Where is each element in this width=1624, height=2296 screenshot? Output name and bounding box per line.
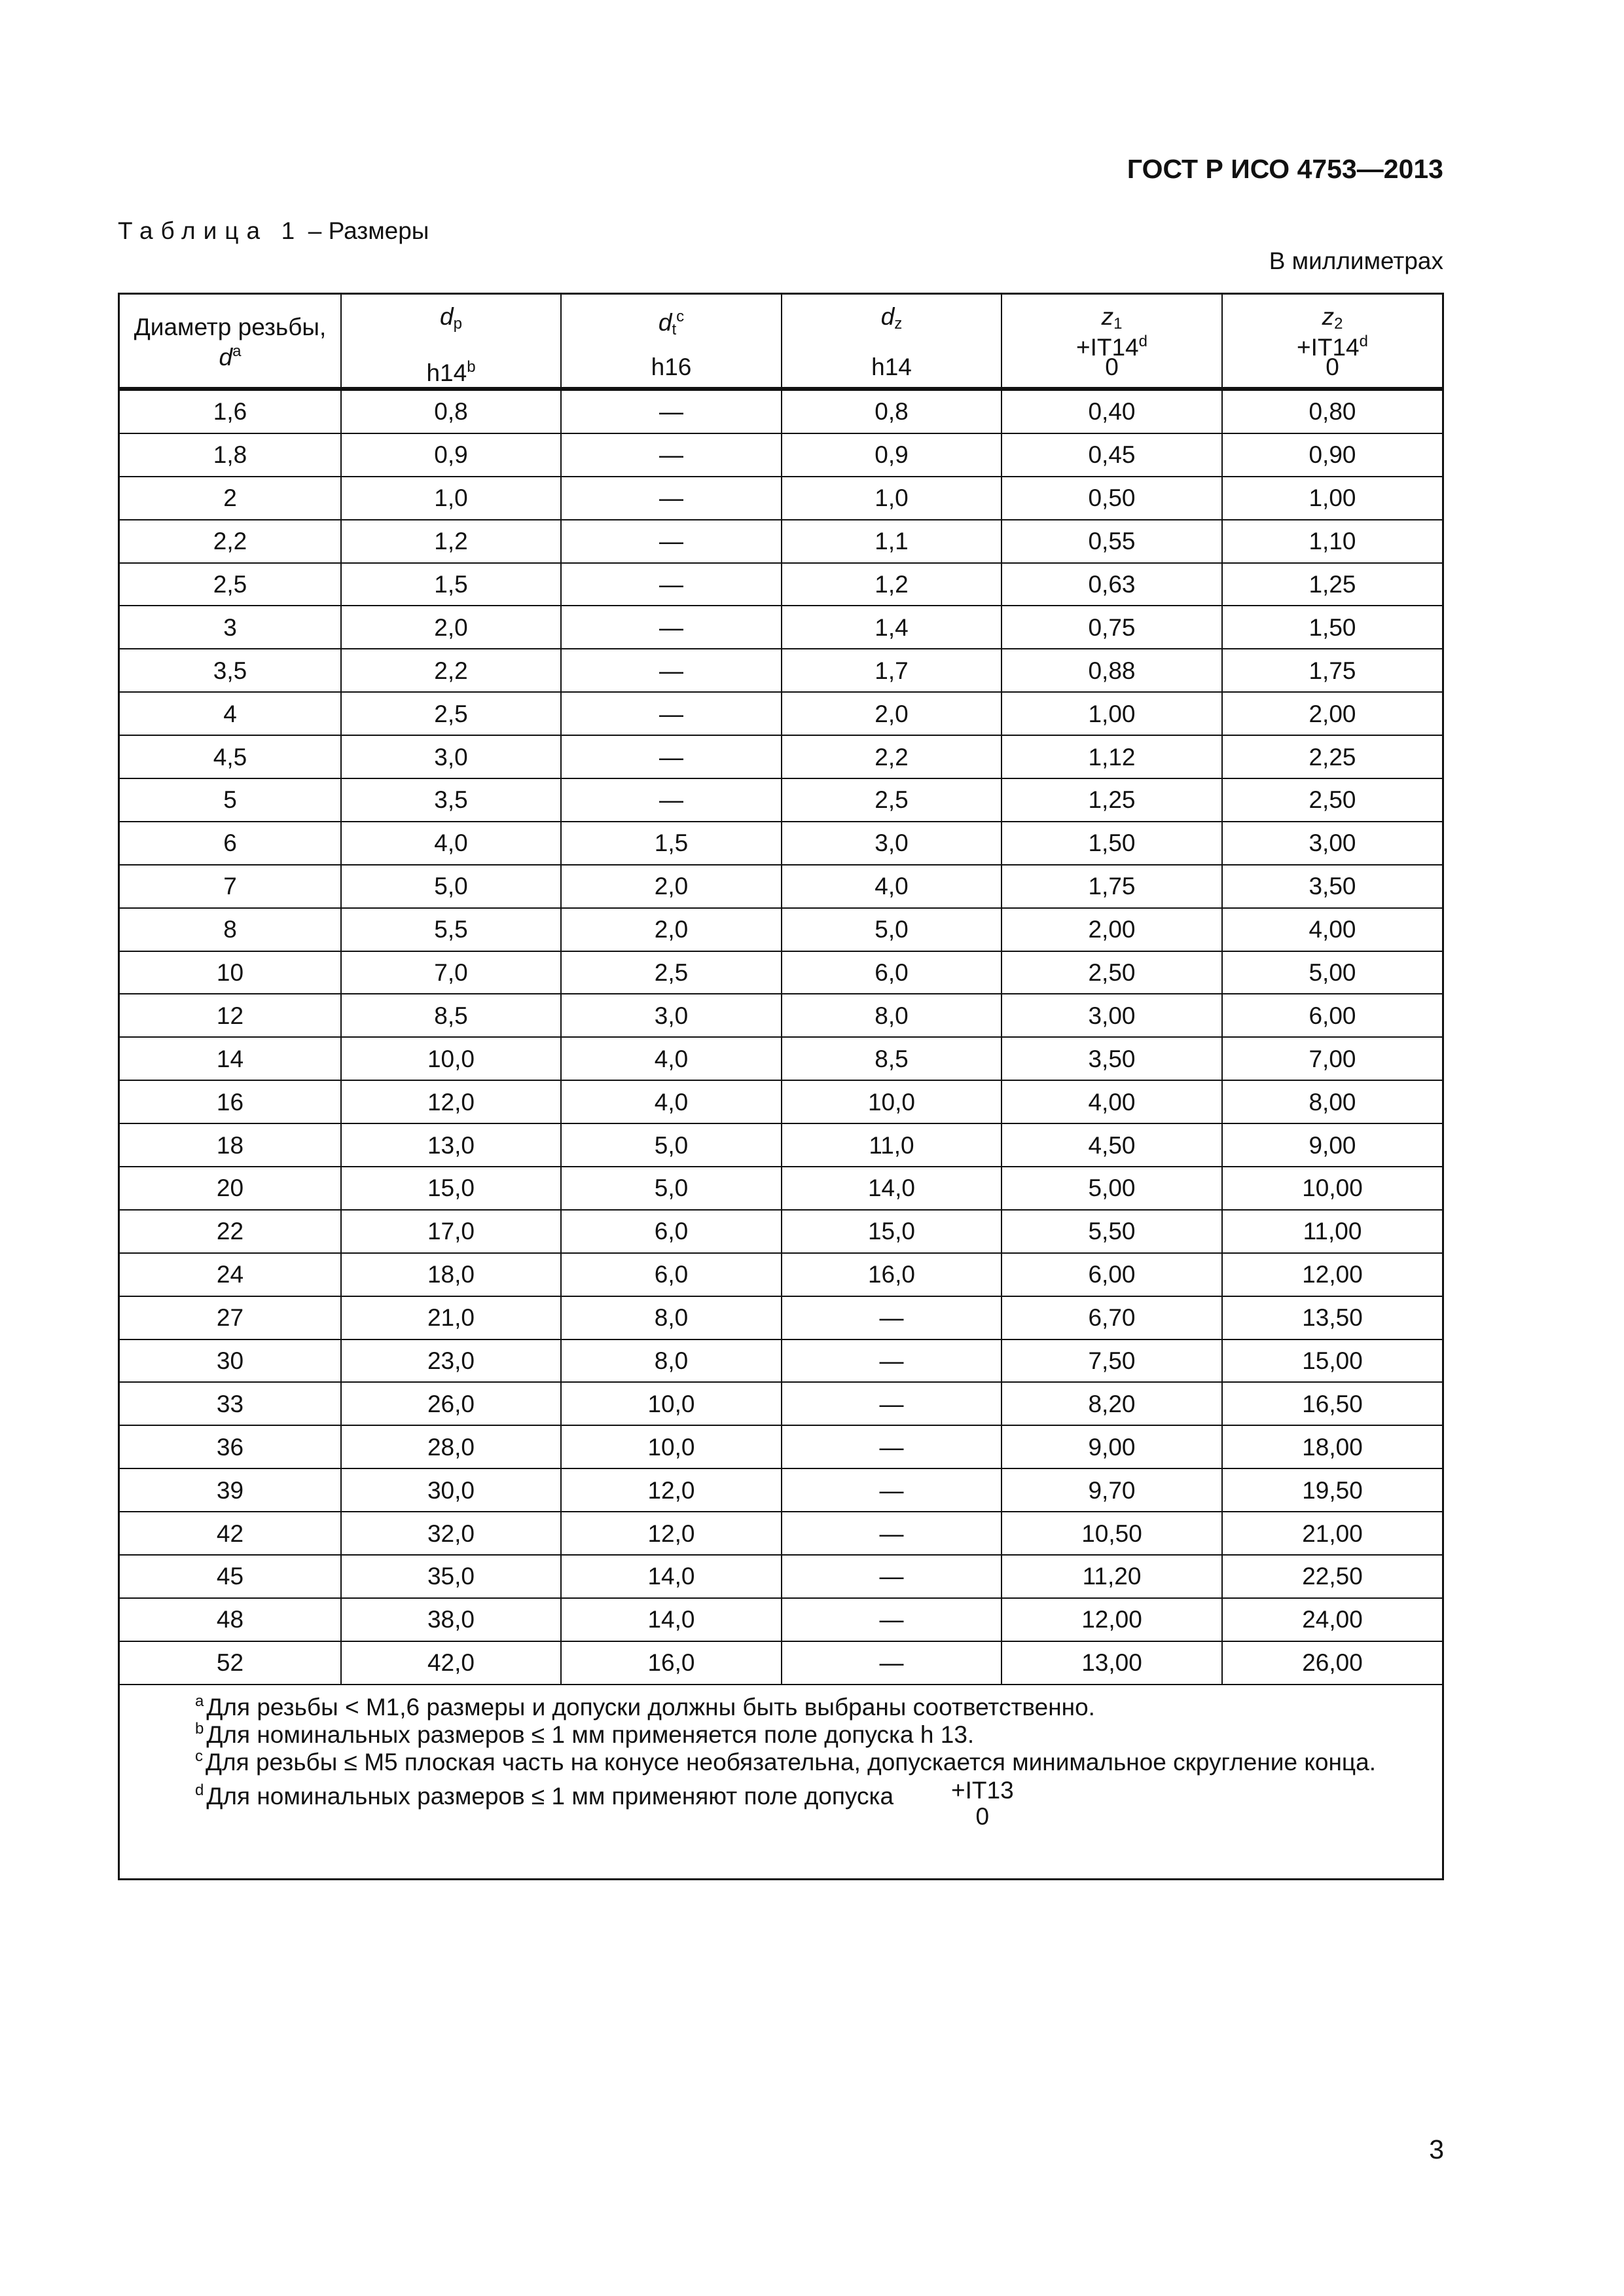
cell-z1: 6,70 <box>1001 1296 1222 1339</box>
cell-thread-diameter: 2,2 <box>120 520 341 563</box>
cell-dz: 8,0 <box>782 994 1001 1037</box>
cell-dt: 5,0 <box>561 1167 782 1210</box>
symbol-d: d <box>880 303 895 330</box>
cell-dp: 0,8 <box>341 389 561 433</box>
cell-z1: 0,63 <box>1001 563 1222 606</box>
cell-z2: 0,80 <box>1222 389 1442 433</box>
cell-thread-diameter: 42 <box>120 1512 341 1555</box>
table-row <box>120 563 1442 606</box>
cell-z1: 8,20 <box>1001 1382 1222 1425</box>
cell-z2: 5,00 <box>1222 951 1442 994</box>
footnote-mark: d <box>195 1781 204 1799</box>
cell-z1: 0,55 <box>1001 520 1222 563</box>
cell-z1: 10,50 <box>1001 1512 1222 1555</box>
cell-z2: 2,25 <box>1222 735 1442 778</box>
table-row <box>120 433 1442 477</box>
symbol-d: d <box>219 344 233 371</box>
table-row <box>120 1425 1442 1468</box>
cell-z1: 9,00 <box>1001 1425 1222 1468</box>
table-row <box>120 1080 1442 1123</box>
footnote-mark: a <box>195 1692 204 1710</box>
cell-z2: 21,00 <box>1222 1512 1442 1555</box>
cell-dp: 3,5 <box>341 778 561 822</box>
table-row <box>120 1123 1442 1167</box>
cell-dt: — <box>561 606 782 649</box>
footnote-text: Для резьбы ≤ М5 плоская часть на конусе необязательна, допускается минимальное скругление конца. <box>206 1749 1376 1776</box>
cell-thread-diameter: 6 <box>120 822 341 865</box>
footnote-mark-c: c <box>676 308 685 325</box>
cell-dt: 14,0 <box>561 1555 782 1598</box>
cell-thread-diameter: 33 <box>120 1382 341 1425</box>
cell-z1: 11,20 <box>1001 1555 1222 1598</box>
table-row <box>120 994 1442 1037</box>
cell-dp: 2,5 <box>341 692 561 735</box>
cell-dp: 2,2 <box>341 649 561 692</box>
footnote-text: Для номинальных размеров ≤ 1 мм применяется поле допуска h 13. <box>206 1721 975 1748</box>
cell-thread-diameter: 14 <box>120 1037 341 1080</box>
header-dt <box>561 295 782 389</box>
table-body <box>120 389 1442 1685</box>
cell-dt: — <box>561 692 782 735</box>
cell-z2: 7,00 <box>1222 1037 1442 1080</box>
footnote-c <box>195 1743 1376 1776</box>
cell-thread-diameter: 4,5 <box>120 735 341 778</box>
cell-dt: 8,0 <box>561 1296 782 1339</box>
cell-dz: 4,0 <box>782 865 1001 908</box>
cell-dz: 15,0 <box>782 1210 1001 1253</box>
subscript-t: t <box>672 321 677 338</box>
tolerance-lower: 0 <box>1326 354 1339 380</box>
cell-z1: 6,00 <box>1001 1253 1222 1296</box>
cell-thread-diameter: 4 <box>120 692 341 735</box>
cell-thread-diameter: 52 <box>120 1641 341 1685</box>
cell-dt: 1,5 <box>561 822 782 865</box>
table-row <box>120 1512 1442 1555</box>
cell-z2: 3,50 <box>1222 865 1442 908</box>
cell-z1: 4,50 <box>1001 1123 1222 1167</box>
table-row <box>120 1210 1442 1253</box>
table-row <box>120 1555 1442 1598</box>
cell-dz: 0,9 <box>782 433 1001 477</box>
table-row <box>120 1468 1442 1512</box>
cell-z2: 2,00 <box>1222 692 1442 735</box>
cell-dz: 16,0 <box>782 1253 1001 1296</box>
cell-dp: 17,0 <box>341 1210 561 1253</box>
cell-z2: 0,90 <box>1222 433 1442 477</box>
footnote-mark-d: d <box>1359 333 1368 350</box>
tolerance-upper: +IT13 <box>951 1777 1014 1804</box>
cell-dt: 12,0 <box>561 1512 782 1555</box>
cell-dp: 21,0 <box>341 1296 561 1339</box>
cell-thread-diameter: 48 <box>120 1598 341 1641</box>
cell-dp: 7,0 <box>341 951 561 994</box>
cell-dt: — <box>561 649 782 692</box>
table-row <box>120 822 1442 865</box>
cell-dp: 1,0 <box>341 477 561 520</box>
table-row <box>120 389 1442 433</box>
table-row <box>120 1382 1442 1425</box>
cell-z1: 1,25 <box>1001 778 1222 822</box>
cell-z1: 5,00 <box>1001 1167 1222 1210</box>
cell-z1: 1,00 <box>1001 692 1222 735</box>
cell-dt: — <box>561 477 782 520</box>
cell-z2: 18,00 <box>1222 1425 1442 1468</box>
caption-number: 1 <box>281 217 295 244</box>
cell-z1: 13,00 <box>1001 1641 1222 1685</box>
caption-word: Таблица <box>118 217 268 244</box>
cell-dt: — <box>561 520 782 563</box>
header-dp <box>341 295 561 389</box>
cell-z1: 0,40 <box>1001 389 1222 433</box>
footnote-text: Для номинальных размеров ≤ 1 мм применяют поле допуска <box>206 1783 894 1810</box>
cell-dz: — <box>782 1512 1001 1555</box>
footnote-mark-b: b <box>467 358 476 376</box>
cell-z2: 1,50 <box>1222 606 1442 649</box>
cell-z2: 26,00 <box>1222 1641 1442 1685</box>
cell-z1: 2,50 <box>1001 951 1222 994</box>
cell-dt: 14,0 <box>561 1598 782 1641</box>
table-row <box>120 908 1442 951</box>
cell-dt: — <box>561 389 782 433</box>
cell-dt: 10,0 <box>561 1425 782 1468</box>
cell-dp: 10,0 <box>341 1037 561 1080</box>
cell-dp: 13,0 <box>341 1123 561 1167</box>
cell-z1: 0,45 <box>1001 433 1222 477</box>
document-header: ГОСТ Р ИСО 4753—2013 <box>1127 154 1443 184</box>
table-row <box>120 1253 1442 1296</box>
symbol-d: d <box>440 303 454 330</box>
table-row <box>120 649 1442 692</box>
cell-z1: 0,75 <box>1001 606 1222 649</box>
cell-dz: 1,7 <box>782 649 1001 692</box>
cell-z1: 12,00 <box>1001 1598 1222 1641</box>
table-row <box>120 865 1442 908</box>
cell-dz: — <box>782 1425 1001 1468</box>
dimensions-table <box>120 295 1442 1685</box>
footnote-mark-d: d <box>1138 333 1147 350</box>
cell-z1: 1,75 <box>1001 865 1222 908</box>
cell-thread-diameter: 27 <box>120 1296 341 1339</box>
cell-dp: 4,0 <box>341 822 561 865</box>
cell-dp: 26,0 <box>341 1382 561 1425</box>
cell-dp: 12,0 <box>341 1080 561 1123</box>
cell-dt: 2,0 <box>561 908 782 951</box>
cell-thread-diameter: 2,5 <box>120 563 341 606</box>
cell-dz: 1,2 <box>782 563 1001 606</box>
cell-z2: 15,00 <box>1222 1339 1442 1383</box>
cell-dt: 8,0 <box>561 1339 782 1383</box>
cell-z1: 5,50 <box>1001 1210 1222 1253</box>
tolerance-lower: 0 <box>975 1803 990 1830</box>
cell-thread-diameter: 22 <box>120 1210 341 1253</box>
tolerance-lower: 0 <box>1105 354 1119 380</box>
cell-dt: 4,0 <box>561 1037 782 1080</box>
footnote-d-tolerance <box>951 1777 1014 1830</box>
cell-z1: 0,88 <box>1001 649 1222 692</box>
cell-dp: 42,0 <box>341 1641 561 1685</box>
caption-title: – Размеры <box>308 217 429 244</box>
subscript-z: z <box>894 315 903 333</box>
cell-z2: 10,00 <box>1222 1167 1442 1210</box>
cell-z2: 9,00 <box>1222 1123 1442 1167</box>
cell-dz: 2,2 <box>782 735 1001 778</box>
cell-dz: 3,0 <box>782 822 1001 865</box>
table-row <box>120 1598 1442 1641</box>
cell-z2: 22,50 <box>1222 1555 1442 1598</box>
cell-dt: 10,0 <box>561 1382 782 1425</box>
cell-dt: — <box>561 778 782 822</box>
cell-z1: 4,00 <box>1001 1080 1222 1123</box>
cell-dt: 6,0 <box>561 1253 782 1296</box>
subscript-p: p <box>453 315 462 333</box>
cell-thread-diameter: 10 <box>120 951 341 994</box>
cell-dz: — <box>782 1641 1001 1685</box>
cell-dz: 14,0 <box>782 1167 1001 1210</box>
cell-dt: 12,0 <box>561 1468 782 1512</box>
cell-thread-diameter: 16 <box>120 1080 341 1123</box>
table-row <box>120 606 1442 649</box>
tolerance-h14: h14 <box>871 354 912 380</box>
cell-dt: 2,5 <box>561 951 782 994</box>
table-row <box>120 951 1442 994</box>
cell-thread-diameter: 18 <box>120 1123 341 1167</box>
cell-z2: 24,00 <box>1222 1598 1442 1641</box>
cell-z2: 2,50 <box>1222 778 1442 822</box>
cell-z2: 6,00 <box>1222 994 1442 1037</box>
cell-thread-diameter: 20 <box>120 1167 341 1210</box>
cell-dt: 4,0 <box>561 1080 782 1123</box>
cell-dt: — <box>561 433 782 477</box>
cell-dp: 1,2 <box>341 520 561 563</box>
cell-dz: 1,1 <box>782 520 1001 563</box>
cell-thread-diameter: 24 <box>120 1253 341 1296</box>
footnote-mark: b <box>195 1720 204 1738</box>
cell-z1: 3,50 <box>1001 1037 1222 1080</box>
header-thread-diameter-label: Диаметр резьбы, <box>134 314 327 340</box>
table-row <box>120 692 1442 735</box>
footnote-mark-a: a <box>232 342 242 360</box>
cell-dp: 1,5 <box>341 563 561 606</box>
cell-dz: 0,8 <box>782 389 1001 433</box>
cell-dt: — <box>561 563 782 606</box>
cell-dt: 5,0 <box>561 1123 782 1167</box>
cell-dt: 16,0 <box>561 1641 782 1685</box>
table-header-row <box>120 295 1442 389</box>
cell-thread-diameter: 1,6 <box>120 389 341 433</box>
cell-z2: 1,00 <box>1222 477 1442 520</box>
table-caption <box>118 217 429 245</box>
cell-z1: 9,70 <box>1001 1468 1222 1512</box>
page-number: 3 <box>1429 2134 1444 2164</box>
cell-dt: 6,0 <box>561 1210 782 1253</box>
table-row <box>120 778 1442 822</box>
cell-dz: 11,0 <box>782 1123 1001 1167</box>
cell-dp: 2,0 <box>341 606 561 649</box>
cell-thread-diameter: 1,8 <box>120 433 341 477</box>
cell-z2: 1,75 <box>1222 649 1442 692</box>
cell-dz: 10,0 <box>782 1080 1001 1123</box>
cell-z2: 8,00 <box>1222 1080 1442 1123</box>
cell-z2: 16,50 <box>1222 1382 1442 1425</box>
cell-dz: 1,0 <box>782 477 1001 520</box>
cell-dp: 32,0 <box>341 1512 561 1555</box>
cell-dz: — <box>782 1468 1001 1512</box>
table-row <box>120 520 1442 563</box>
cell-z1: 1,50 <box>1001 822 1222 865</box>
cell-dp: 0,9 <box>341 433 561 477</box>
table-frame <box>118 293 1444 1880</box>
table-row <box>120 1641 1442 1685</box>
symbol-z: z <box>1322 303 1335 330</box>
cell-thread-diameter: 12 <box>120 994 341 1037</box>
cell-dz: — <box>782 1382 1001 1425</box>
footnote-mark: c <box>195 1747 203 1765</box>
cell-dz: 8,5 <box>782 1037 1001 1080</box>
cell-z1: 3,00 <box>1001 994 1222 1037</box>
cell-dp: 23,0 <box>341 1339 561 1383</box>
cell-z2: 12,00 <box>1222 1253 1442 1296</box>
subscript-1: 1 <box>1113 315 1123 333</box>
table-row <box>120 1037 1442 1080</box>
cell-dp: 30,0 <box>341 1468 561 1512</box>
table-row <box>120 477 1442 520</box>
cell-thread-diameter: 30 <box>120 1339 341 1383</box>
cell-thread-diameter: 8 <box>120 908 341 951</box>
cell-dp: 5,5 <box>341 908 561 951</box>
cell-thread-diameter: 5 <box>120 778 341 822</box>
cell-dp: 18,0 <box>341 1253 561 1296</box>
cell-z2: 1,25 <box>1222 563 1442 606</box>
cell-dp: 3,0 <box>341 735 561 778</box>
cell-thread-diameter: 3,5 <box>120 649 341 692</box>
table-row <box>120 1167 1442 1210</box>
header-dz <box>782 295 1001 389</box>
cell-dz: 1,4 <box>782 606 1001 649</box>
cell-dz: 6,0 <box>782 951 1001 994</box>
cell-dt: 2,0 <box>561 865 782 908</box>
subscript-2: 2 <box>1334 315 1343 333</box>
cell-dz: 5,0 <box>782 908 1001 951</box>
cell-thread-diameter: 45 <box>120 1555 341 1598</box>
cell-dp: 28,0 <box>341 1425 561 1468</box>
table-row <box>120 1339 1442 1383</box>
cell-dz: — <box>782 1339 1001 1383</box>
footnote-text: Для резьбы < М1,6 размеры и допуски должны быть выбраны соответственно. <box>206 1694 1095 1721</box>
table-row <box>120 1296 1442 1339</box>
cell-thread-diameter: 36 <box>120 1425 341 1468</box>
cell-dz: — <box>782 1598 1001 1641</box>
cell-thread-diameter: 39 <box>120 1468 341 1512</box>
cell-thread-diameter: 3 <box>120 606 341 649</box>
cell-dz: — <box>782 1296 1001 1339</box>
cell-z1: 0,50 <box>1001 477 1222 520</box>
cell-dz: 2,0 <box>782 692 1001 735</box>
units-label: В миллиметрах <box>1269 247 1443 274</box>
cell-thread-diameter: 7 <box>120 865 341 908</box>
cell-dz: 2,5 <box>782 778 1001 822</box>
tolerance-h16: h16 <box>651 354 692 380</box>
cell-z2: 4,00 <box>1222 908 1442 951</box>
tolerance-h14: h14 <box>426 359 467 386</box>
tolerance-upper: +IT14 <box>1296 334 1360 361</box>
header-z1 <box>1001 295 1222 389</box>
footnote-d <box>195 1777 893 1810</box>
cell-dp: 15,0 <box>341 1167 561 1210</box>
cell-z2: 11,00 <box>1222 1210 1442 1253</box>
cell-z1: 7,50 <box>1001 1339 1222 1383</box>
symbol-z: z <box>1101 303 1114 330</box>
cell-z2: 19,50 <box>1222 1468 1442 1512</box>
cell-thread-diameter: 2 <box>120 477 341 520</box>
cell-dt: — <box>561 735 782 778</box>
symbol-d: d <box>658 309 672 336</box>
header-z2 <box>1222 295 1442 389</box>
cell-dp: 5,0 <box>341 865 561 908</box>
cell-z1: 2,00 <box>1001 908 1222 951</box>
cell-dz: — <box>782 1555 1001 1598</box>
cell-dp: 38,0 <box>341 1598 561 1641</box>
cell-dp: 35,0 <box>341 1555 561 1598</box>
header-thread-diameter <box>120 295 341 389</box>
cell-z1: 1,12 <box>1001 735 1222 778</box>
cell-z2: 1,10 <box>1222 520 1442 563</box>
table-row <box>120 735 1442 778</box>
tolerance-upper: +IT14 <box>1075 334 1139 361</box>
cell-dp: 8,5 <box>341 994 561 1037</box>
cell-z2: 3,00 <box>1222 822 1442 865</box>
cell-z2: 13,50 <box>1222 1296 1442 1339</box>
cell-dt: 3,0 <box>561 994 782 1037</box>
